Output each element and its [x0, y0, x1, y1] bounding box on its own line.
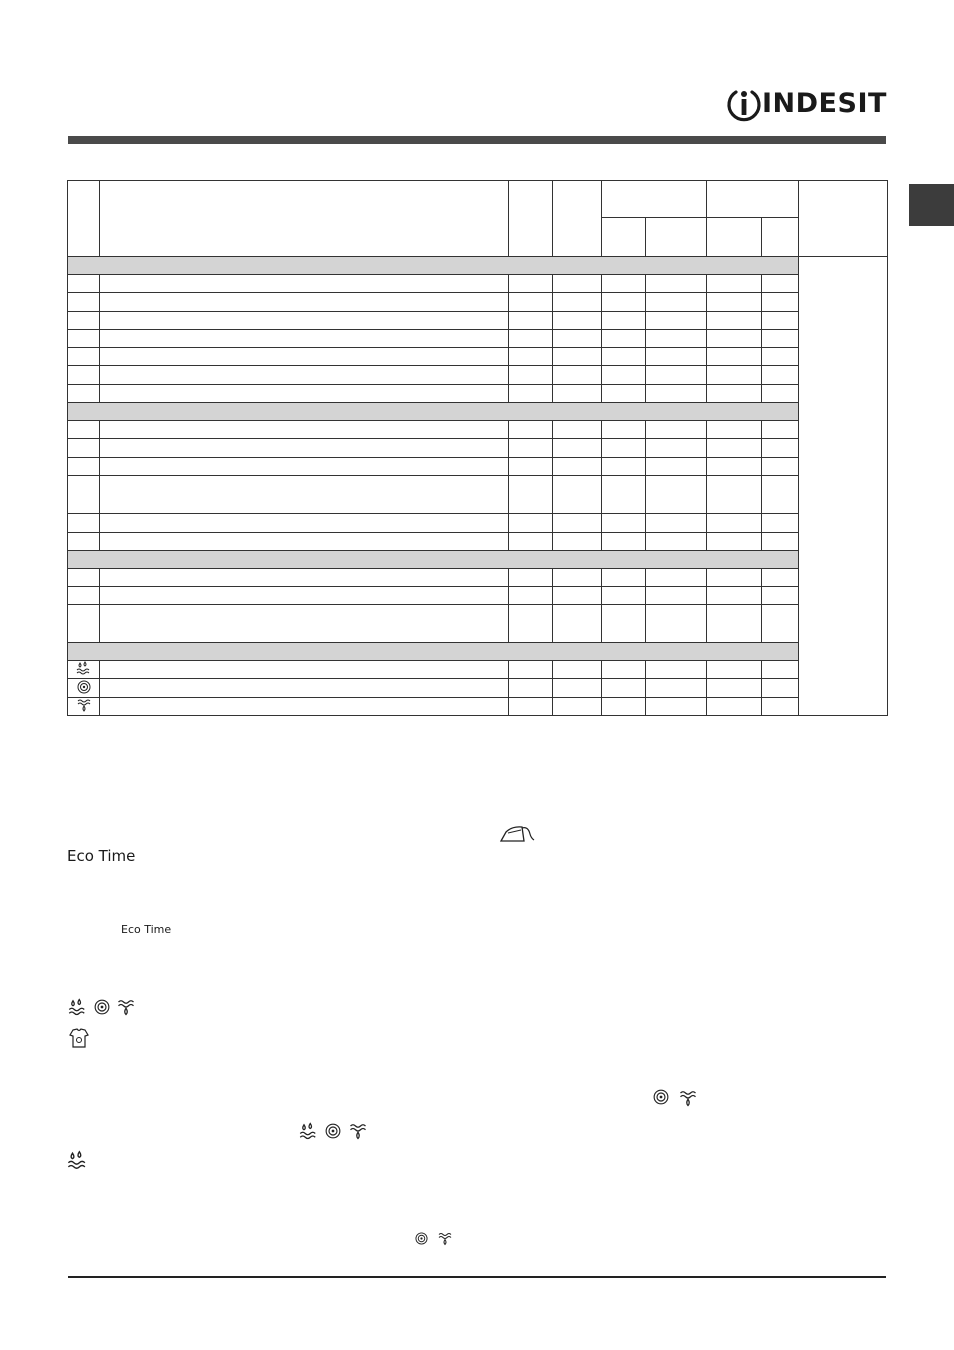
- table-row: [68, 421, 888, 439]
- section-row: [68, 402, 888, 420]
- section-row: [68, 256, 888, 274]
- table-row: [68, 569, 888, 587]
- ecotime-logo-large: Eco Time: [67, 847, 136, 865]
- spin-icon: [325, 1123, 341, 1139]
- table-row: [68, 311, 888, 329]
- table-row: [68, 697, 888, 715]
- section-row: [68, 550, 888, 568]
- section-row: [68, 642, 888, 660]
- table-row: [68, 366, 888, 384]
- spin-icon: [653, 1089, 669, 1105]
- notes-column: [799, 256, 888, 715]
- table-header-row: [68, 181, 888, 218]
- iron-icon: [498, 823, 536, 845]
- table-row: [68, 532, 888, 550]
- spin-icon: [415, 1232, 428, 1245]
- rinse-icon: [68, 998, 88, 1016]
- table-row: [68, 384, 888, 402]
- table-row: [68, 514, 888, 532]
- drain-icon: [678, 1089, 698, 1107]
- drain-icon: [348, 1122, 368, 1140]
- brand-name: INDESIT: [762, 88, 887, 119]
- table-row: [68, 661, 888, 679]
- table-row: [68, 587, 888, 605]
- header-bar: [68, 136, 886, 144]
- table-row: [68, 329, 888, 347]
- table-row: [68, 348, 888, 366]
- table-row: [68, 457, 888, 475]
- rinse-icon: [67, 1150, 89, 1170]
- rinse-icon: [299, 1122, 319, 1140]
- table-row: [68, 439, 888, 457]
- section-tab: [909, 184, 954, 226]
- drain-icon: [76, 698, 92, 712]
- brand-logo-mark-icon: [726, 85, 762, 123]
- table-row: [68, 679, 888, 697]
- table-row: [68, 475, 888, 514]
- brand-logo: [726, 85, 888, 123]
- drain-icon: [437, 1231, 453, 1246]
- spin-icon: [94, 999, 110, 1015]
- spin-icon: [77, 680, 91, 694]
- table-row: [68, 293, 888, 311]
- table-row: [68, 605, 888, 642]
- programme-table: [67, 180, 888, 716]
- shirt-stain-icon: [68, 1027, 90, 1049]
- drain-icon: [116, 998, 136, 1016]
- table-row: [68, 275, 888, 293]
- footer-rule: [68, 1276, 886, 1278]
- rinse-icon: [76, 661, 92, 675]
- ecotime-logo-small: Eco Time: [121, 923, 172, 936]
